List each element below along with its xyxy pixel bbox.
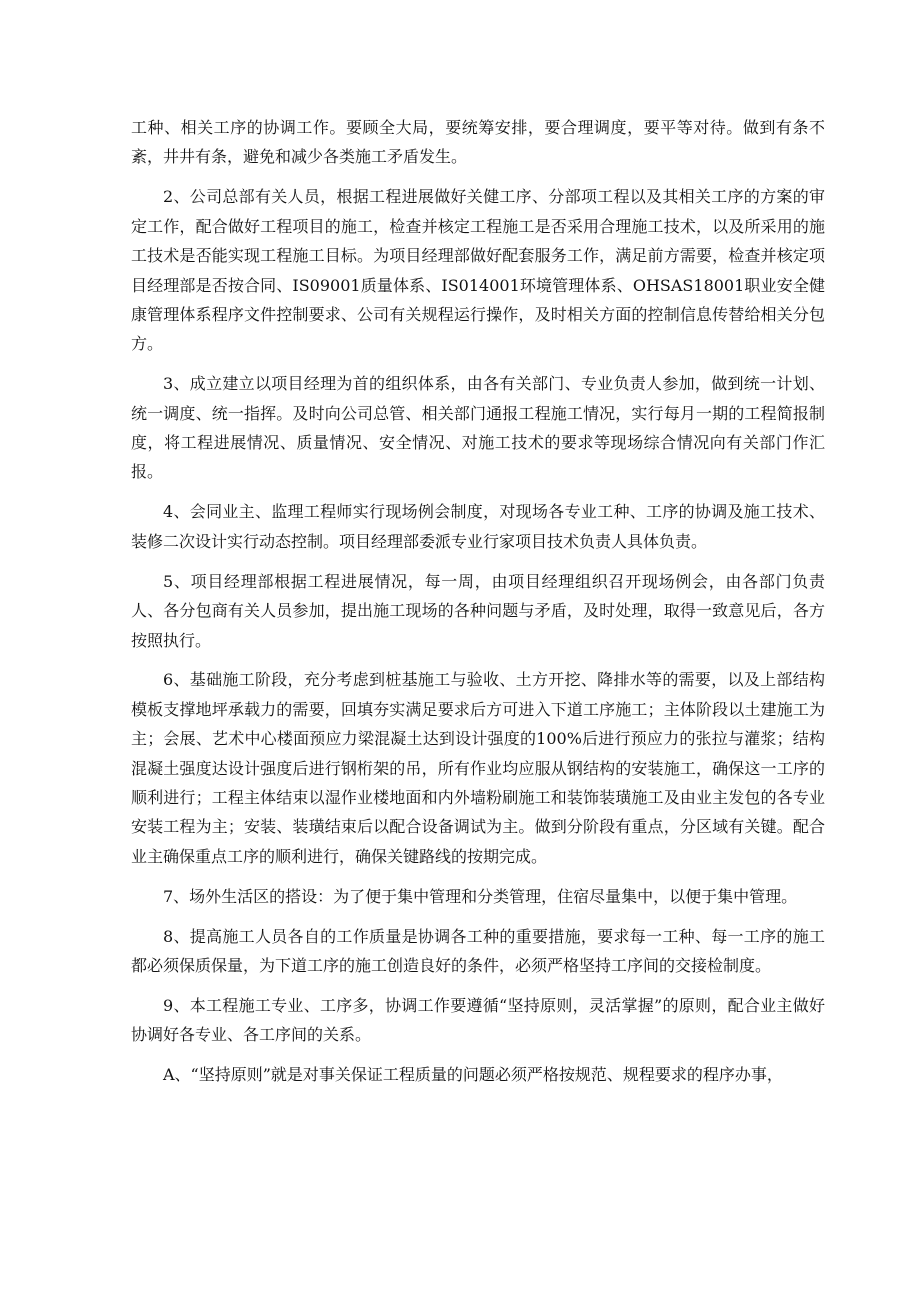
paragraph-6: 6、基础施工阶段，充分考虑到桩基施工与验收、土方开挖、降排水等的需要，以及上部结构模板支撑地坪承载力的需要，回填夯实满足要求后方可进入下道工序施工；主体阶段以土建施工为主；会展、艺术中心楼面预应力梁混凝土达到设计强度的100%后进行预应力的张拉与灌浆；结构混凝土强度达设计强度后进行钢桁架的吊，所有作业均应服从钢结构的安装施工，确保这一工序的顺利进行；工程主体结束以湿作业楼地面和内外墙粉刷施工和装饰装璜施工及由业主发包的各专业安装工程为主；安装、装璜结束后以配合设备调试为主。做到分阶段有重点，分区域有关键。配合业主确保重点工序的顺利进行，确保关键路线的按期完成。 [131,670,825,866]
paragraph-7: 7、场外生活区的搭设：为了便于集中管理和分类管理，住宿尽量集中，以便于集中管理。 [163,886,798,906]
paragraph-3: 3、成立建立以项目经理为首的组织体系，由各有关部门、专业负责人参加，做到统一计划、统一调度、统一指挥。及时向公司总管、相关部门通报工程施工情况，实行每月一期的工程简报制度，将工程进展情况、质量情况、安全情况、对施工技术的要求等现场综合情况向有关部门作汇报。 [131,374,825,482]
document-body [131,113,825,1100]
paragraph-5: 5、项目经理部根据工程进展情况，每一周，由项目经理组织召开现场例会，由各部门负责人、各分包商有关人员参加，提出施工现场的各种问题与矛盾，及时处理，取得一致意见后，各方按照执行。 [131,571,825,650]
paragraph-8: 8、提高施工人员各自的工作质量是协调各工种的重要措施，要求每一工种、每一工序的施工都必须保质保量，为下道工序的施工创造良好的条件，必须严格坚持工序间的交接检制度。 [131,926,825,976]
paragraph-9: 9、本工程施工专业、工序多，协调工作要遵循“坚持原则，灵活掌握”的原则，配合业主做好协调好各专业、各工序间的关系。 [131,995,825,1045]
paragraph-a: A、“坚持原则”就是对事关保证工程质量的问题必须严格按规范、规程要求的程序办事， [163,1065,783,1085]
paragraph-continuation: 工种、相关工序的协调工作。要顾全大局，要统筹安排，要合理调度，要平等对待。做到有条不紊，井井有条，避免和减少各类施工矛盾发生。 [131,118,825,167]
paragraph-4: 4、会同业主、监理工程师实行现场例会制度，对现场各专业工种、工序的协调及施工技术、装修二次设计实行动态控制。项目经理部委派专业行家项目技术负责人具体负责。 [131,502,825,551]
paragraph-2: 2、公司总部有关人员，根据工程进展做好关健工序、分部项工程以及其相关工序的方案的审定工作，配合做好工程项目的施工，检查并核定工程施工是否采用合理施工技术，以及所采用的施工技术是否能实现工程施工目标。为项目经理部做好配套服务工作，满足前方需要，检查并核定项目经理部是否按合同、IS09001质量体系、IS014001环境管理体系、OHSAS18001职业安全健康管理体系程序文件控制要求、公司有关规程运行操作，及时相关方面的控制信息传替给相关分包方。 [131,187,825,354]
